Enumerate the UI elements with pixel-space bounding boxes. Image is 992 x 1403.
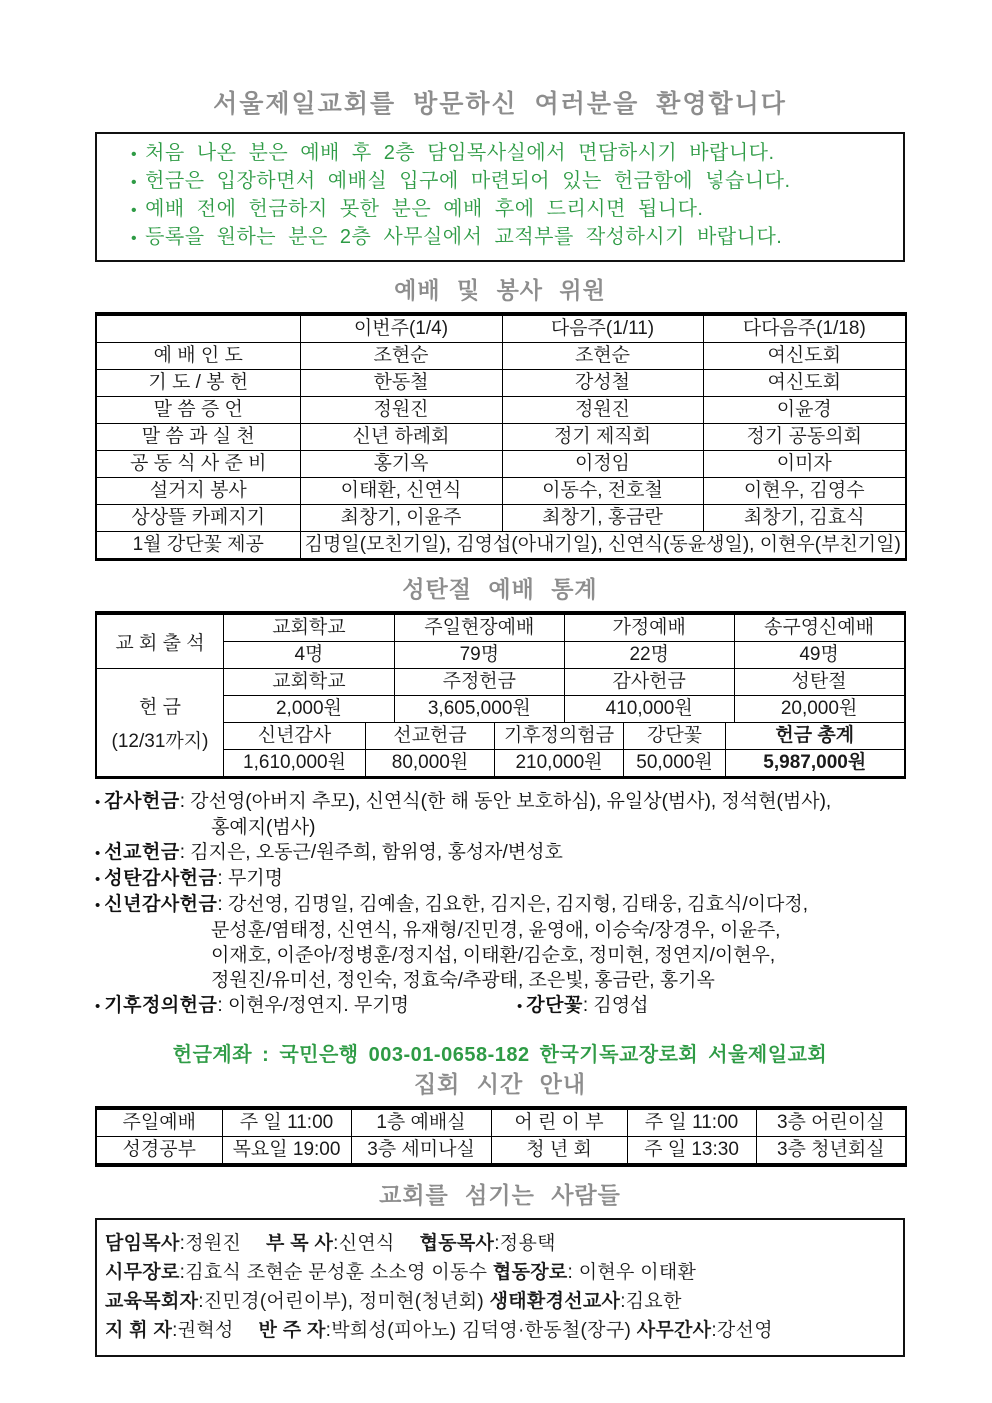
cell: 1층 예배실	[351, 1108, 491, 1137]
note-continuation	[95, 943, 905, 968]
cell: 주 일 11:00	[222, 1108, 351, 1137]
cell: 주 일 13:30	[627, 1137, 756, 1166]
role-label: 교육목회자	[105, 1291, 199, 1312]
notice-item	[131, 168, 897, 196]
attendance-grid	[224, 615, 904, 668]
note-text: : 무기명	[217, 868, 284, 889]
table-row	[224, 722, 904, 749]
table-row	[224, 695, 904, 722]
table-row	[96, 505, 906, 532]
row-label: 주일예배	[96, 1108, 222, 1137]
note-text: 이재호, 이준아/정병훈/정지섭, 이태환/김순호, 정미현, 정연지/이현우,	[211, 945, 776, 966]
cell: 410,000원	[564, 696, 734, 722]
notice-text: 헌금은 입장하면서 예배실 입구에 마련되어 있는 헌금함에 넣습니다.	[145, 170, 791, 192]
cell: 정원진	[300, 397, 502, 424]
table-row	[96, 343, 906, 370]
row-label: 말 씀 증 언	[96, 397, 300, 424]
bullet-icon: •	[516, 998, 523, 1015]
bullet-icon: •	[95, 897, 101, 914]
column-header: 송구영신예배	[734, 615, 904, 641]
notice-text: 등록을 원하는 분은 2층 사무실에서 교적부를 작성하시기 바랍니다.	[145, 226, 783, 248]
notice-item	[131, 140, 897, 168]
role-value: :신연식	[333, 1233, 420, 1254]
cell: 3층 어린이실	[756, 1108, 906, 1137]
column-header: 감사헌금	[564, 669, 734, 695]
bullet-icon: •	[95, 794, 101, 811]
role-value: :정용택	[494, 1233, 556, 1254]
offering-group	[97, 668, 904, 776]
cell: 3층 청년회실	[756, 1137, 906, 1166]
note-text: 정원진/유미선, 정인숙, 정효숙/추광태, 조은빛, 홍금란, 홍기옥	[211, 970, 715, 991]
cell-total: 5,987,000원	[725, 750, 904, 776]
note-text: : 강선영, 김명일, 김예솔, 김요한, 김지은, 김지형, 김태웅, 김효식/이다정,	[217, 894, 808, 915]
table-row	[96, 1108, 906, 1137]
row-label: 기 도 / 봉 헌	[96, 370, 300, 397]
offering-notes	[95, 789, 905, 1019]
offering-grid	[224, 669, 904, 776]
offering-label: 헌 금	[139, 697, 181, 718]
role-value: :권혁성	[172, 1320, 259, 1341]
attendance-label: 교 회 출 석	[115, 633, 205, 654]
note-item	[95, 866, 905, 892]
role-label: 사무간사	[636, 1320, 712, 1341]
cell: 이동수, 전호철	[502, 478, 703, 505]
column-header: 가정예배	[564, 615, 734, 641]
cell: 강성철	[502, 370, 703, 397]
table-row	[224, 669, 904, 695]
cell: 정원진	[502, 397, 703, 424]
cell: 22명	[564, 642, 734, 668]
note-text: : 김지은, 오동근/원주희, 함위영, 홍성자/변성호	[179, 842, 563, 863]
notice-item	[131, 196, 897, 224]
role-label: 지 휘 자	[105, 1320, 173, 1341]
people-line	[105, 1258, 895, 1287]
role-value: :강선영	[711, 1320, 773, 1341]
cell: 주 일 11:00	[627, 1108, 756, 1137]
offering-sublabel: (12/31까지)	[111, 731, 209, 752]
column-header: 기후정의험금	[494, 723, 623, 749]
role-value: : 이현우 이태환	[567, 1262, 697, 1283]
role-label: 반 주 자	[258, 1320, 326, 1341]
cell: 홍기옥	[300, 451, 502, 478]
cell: 이태환, 신연식	[300, 478, 502, 505]
note-extra	[517, 995, 648, 1016]
note-item	[95, 993, 905, 1019]
table-row	[96, 397, 906, 424]
role-label: 부 목 사	[266, 1233, 334, 1254]
note-label: 선교헌금	[104, 842, 180, 863]
row-label	[97, 669, 224, 776]
people-line	[105, 1316, 895, 1345]
note-label: 신년감사헌금	[104, 894, 218, 915]
note-label: 기후정의헌금	[104, 995, 218, 1016]
cell: 이미자	[703, 451, 906, 478]
row-label: 예 배 인 도	[96, 343, 300, 370]
note-label: 강단꽃	[526, 995, 583, 1016]
bullet-icon: •	[131, 174, 138, 191]
column-header: 성탄절	[734, 669, 904, 695]
role-value: :김요한	[620, 1291, 682, 1312]
row-label: 1월 강단꽃 제공	[96, 532, 300, 560]
row-label: 성경공부	[96, 1137, 222, 1166]
table-row	[96, 370, 906, 397]
column-header: 교회학교	[272, 671, 346, 692]
section-title-stats: 성탄절 예배 통계	[402, 576, 598, 602]
section-title-people: 교회를 섬기는 사람들	[379, 1182, 621, 1208]
offering-account-line: 헌금계좌 : 국민은행 003-01-0658-182 한국기독교장로회 서울제일교회	[172, 1044, 828, 1066]
table-row	[96, 1137, 906, 1166]
people-line	[105, 1287, 895, 1316]
column-header: 선교헌금	[365, 723, 494, 749]
role-label: 생태환경선교사	[489, 1291, 621, 1312]
stats-table	[95, 611, 906, 779]
table-row	[96, 451, 906, 478]
bullet-icon: •	[131, 202, 138, 219]
cell: 3층 세미나실	[351, 1137, 491, 1166]
column-header: 다음주(1/11)	[502, 314, 703, 343]
table-row	[224, 615, 904, 641]
table-row	[96, 424, 906, 451]
column-header: 주정헌금	[394, 669, 564, 695]
cell: 최창기, 이윤주	[300, 505, 502, 532]
cell: 이윤경	[703, 397, 906, 424]
cell: 이현우, 김영수	[703, 478, 906, 505]
note-text: : 강선영(아버지 추모), 신연식(한 해 동안 보호하심), 유일상(범사), 정석현(범사),	[179, 791, 832, 812]
note-continuation	[95, 815, 905, 840]
note-text: 홍예지(범사)	[211, 817, 316, 838]
welcome-notice-box	[95, 132, 905, 262]
bullet-icon: •	[95, 871, 101, 888]
cell: 한동철	[300, 370, 502, 397]
cell: 최창기, 홍금란	[502, 505, 703, 532]
row-label: 설거지 봉사	[96, 478, 300, 505]
role-value: :박희성(피아노) 김덕영·한동철(장구)	[325, 1320, 637, 1341]
cell: 조현순	[300, 343, 502, 370]
note-label: 감사헌금	[104, 791, 180, 812]
serve-table	[95, 312, 907, 561]
role-label: 협동장로	[492, 1262, 568, 1283]
note-text: : 이현우/정연지. 무기명	[217, 995, 409, 1016]
cell: 정기 공동의회	[703, 424, 906, 451]
cell: 50,000원	[623, 750, 725, 776]
cell: 4명	[294, 644, 324, 665]
people-line	[105, 1229, 895, 1258]
note-item	[95, 789, 905, 815]
note-item	[95, 892, 905, 918]
cell: 80,000원	[365, 750, 494, 776]
role-value: :진민경(어린이부), 정미현(청년회)	[198, 1291, 490, 1312]
bulletin-content	[95, 90, 905, 1357]
role-value: :김효식 조현순 문성훈 소소영 이동수	[179, 1262, 493, 1283]
column-header-total: 헌금 총계	[725, 723, 904, 749]
cell: 210,000원	[494, 750, 623, 776]
bullet-icon: •	[95, 845, 101, 862]
table-row	[224, 749, 904, 776]
cell: 최창기, 김효식	[703, 505, 906, 532]
cell: 1,610,000원	[243, 752, 346, 773]
note-text: : 김영섭	[582, 995, 649, 1016]
cell: 신년 하례회	[300, 424, 502, 451]
bullet-icon: •	[95, 998, 101, 1015]
column-header: 강단꽃	[623, 723, 725, 749]
cell: 조현순	[502, 343, 703, 370]
meeting-table	[95, 1106, 907, 1167]
column-header: 이번주(1/4)	[300, 314, 502, 343]
table-row	[96, 478, 906, 505]
cell: 청 년 회	[491, 1137, 627, 1166]
table-row-flower	[96, 532, 906, 560]
note-continuation	[95, 968, 905, 993]
column-header	[96, 314, 300, 343]
cell: 김명일(모친기일), 김영섭(아내기일), 신연식(동윤생일), 이현우(부친기일)	[300, 532, 906, 560]
role-value: :정원진	[179, 1233, 267, 1254]
notice-text: 예배 전에 헌금하지 못한 분은 예배 후에 드리시면 됩니다.	[145, 198, 704, 220]
cell: 2,000원	[275, 698, 342, 719]
bullet-icon: •	[131, 230, 138, 247]
row-label: 공 동 식 사 준 비	[96, 451, 300, 478]
cell: 정기 제직회	[502, 424, 703, 451]
section-title-meeting: 집회 시간 안내	[413, 1071, 587, 1097]
note-continuation	[95, 918, 905, 943]
cell: 여신도회	[703, 370, 906, 397]
page-title: 서울제일교회를 방문하신 여러분을 환영합니다	[213, 90, 787, 118]
cell: 20,000원	[734, 696, 904, 722]
note-text: 문성훈/염태정, 신연식, 유재형/진민경, 윤영애, 이승숙/장경우, 이윤주,	[211, 920, 781, 941]
column-header: 주일현장예배	[394, 615, 564, 641]
row-label: 상상뜰 카페지기	[96, 505, 300, 532]
cell: 여신도회	[703, 343, 906, 370]
cell: 49명	[734, 642, 904, 668]
role-label: 협동목사	[419, 1233, 495, 1254]
section-title-serve: 예배 및 봉사 위원	[394, 277, 606, 303]
role-label: 시무장로	[105, 1262, 180, 1283]
cell: 목요일 19:00	[222, 1137, 351, 1166]
cell: 3,605,000원	[394, 696, 564, 722]
column-header: 신년감사	[257, 725, 332, 746]
attendance-group	[97, 615, 904, 668]
note-item	[95, 840, 905, 866]
cell: 어 린 이 부	[491, 1108, 627, 1137]
people-box	[95, 1218, 905, 1357]
notice-text: 처음 나온 분은 예배 후 2층 담임목사실에서 면담하시기 바랍니다.	[145, 142, 775, 164]
role-label: 담임목사	[105, 1233, 180, 1254]
table-row	[224, 641, 904, 668]
notice-item	[131, 224, 897, 252]
bullet-icon: •	[131, 146, 138, 163]
note-label: 성탄감사헌금	[104, 868, 218, 889]
column-header: 교회학교	[272, 617, 346, 638]
row-label	[97, 615, 224, 668]
table-header-row	[96, 314, 906, 343]
cell: 79명	[394, 642, 564, 668]
row-label: 말 씀 과 실 천	[96, 424, 300, 451]
cell: 이정임	[502, 451, 703, 478]
column-header: 다다음주(1/18)	[703, 314, 906, 343]
